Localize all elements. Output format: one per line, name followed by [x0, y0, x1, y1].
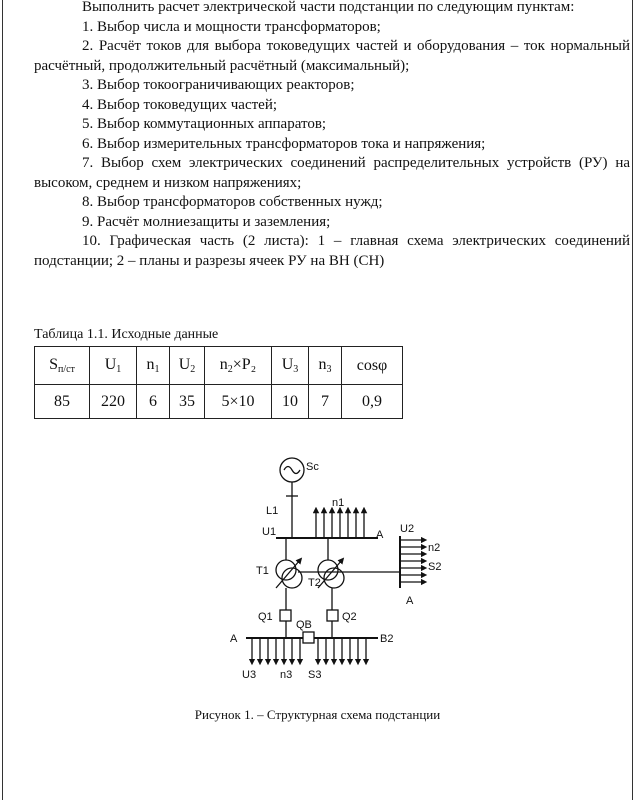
label-a-right: A [406, 595, 414, 607]
header-cell: cosφ [342, 347, 403, 385]
table-caption: Таблица 1.1. Исходные данные [34, 327, 219, 342]
figure-caption: Рисунок 1. – Структурная схема подстанции [194, 707, 441, 722]
table-header-row [35, 347, 403, 385]
task-text [34, 0, 630, 271]
header-cell: $U_1$ [90, 347, 137, 385]
list-item: 1. Выбор числа и мощности трансформаторов; [82, 18, 381, 35]
label-sc: Sc [306, 461, 319, 473]
list-item: 7. Выбор схем электрических соединений распределительных устройств (РУ) на высоком, среднем и низком напряжениях; [34, 155, 630, 191]
header-cell: $n_3$ [309, 347, 342, 385]
breaker-qb [303, 632, 314, 643]
list-item: 5. Выбор коммутационных аппаратов; [82, 116, 327, 132]
label-a-top: A [376, 529, 384, 541]
table-cell: 7 [309, 385, 342, 419]
list-item: 2. Расчёт токов для выбора токоведущих частей и оборудования – ток нормальный расчётный, продолжительный расчётный (максимальный); [34, 38, 630, 74]
table-cell: 6 [137, 385, 170, 419]
table-row [35, 385, 403, 419]
page-border-right [632, 0, 633, 800]
list-item: 10. Графическая часть (2 листа): 1 – главная схема электрических соединений подстанции; 2 – планы и разрезы ячеек РУ на ВН (СН) [34, 233, 630, 269]
label-n3: n3 [280, 669, 293, 681]
label-q2: Q2 [342, 611, 357, 623]
list-item: 8. Выбор трансформаторов собственных нужд; [82, 194, 383, 210]
label-u3: U3 [242, 669, 257, 681]
label-q1: Q1 [258, 611, 273, 623]
label-u2: U2 [400, 523, 415, 535]
label-n1: n1 [332, 497, 345, 509]
list-item: 3. Выбор токоограничивающих реакторов; [82, 77, 355, 93]
list-item: 9. Расчёт молниезащиты и заземления; [82, 213, 331, 230]
source-data-table [34, 346, 403, 419]
substation-diagram [200, 452, 470, 692]
table-cell: 85 [35, 385, 90, 419]
header-cell: $U_3$ [272, 347, 309, 385]
header-cell: $n_1$ [137, 347, 170, 385]
breaker-q1 [280, 610, 291, 621]
header-cell: $S_{п/ст}$ [35, 347, 90, 385]
header-cell: $n_2\times P_2$ [205, 347, 272, 385]
header-cell: $U_2$ [170, 347, 205, 385]
table-cell: 5×10 [205, 385, 272, 419]
table-cell: 10 [272, 385, 309, 419]
page-border-left [2, 0, 3, 800]
label-t1: T1 [256, 565, 269, 577]
breaker-q2 [327, 610, 338, 621]
label-s2: S2 [428, 561, 442, 573]
list-item: 4. Выбор токоведущих частей; [82, 96, 278, 113]
table-cell: 220 [90, 385, 137, 419]
label-qb: QB [296, 619, 312, 631]
label-s3: S3 [308, 669, 322, 681]
label-n2: n2 [428, 542, 441, 554]
table-cell: 35 [170, 385, 205, 419]
list-item: 6. Выбор измерительных трансформаторов тока и напряжения; [82, 135, 486, 152]
label-l1: L1 [266, 505, 279, 517]
intro-paragraph: Выполнить расчет электрической части подстанции по следующим пунктам: [82, 0, 575, 15]
label-a-left: A [230, 633, 238, 645]
label-u1: U1 [262, 526, 277, 538]
label-t2: T2 [308, 577, 321, 589]
label-b2: B2 [380, 633, 394, 645]
table-cell: 0,9 [342, 385, 403, 419]
